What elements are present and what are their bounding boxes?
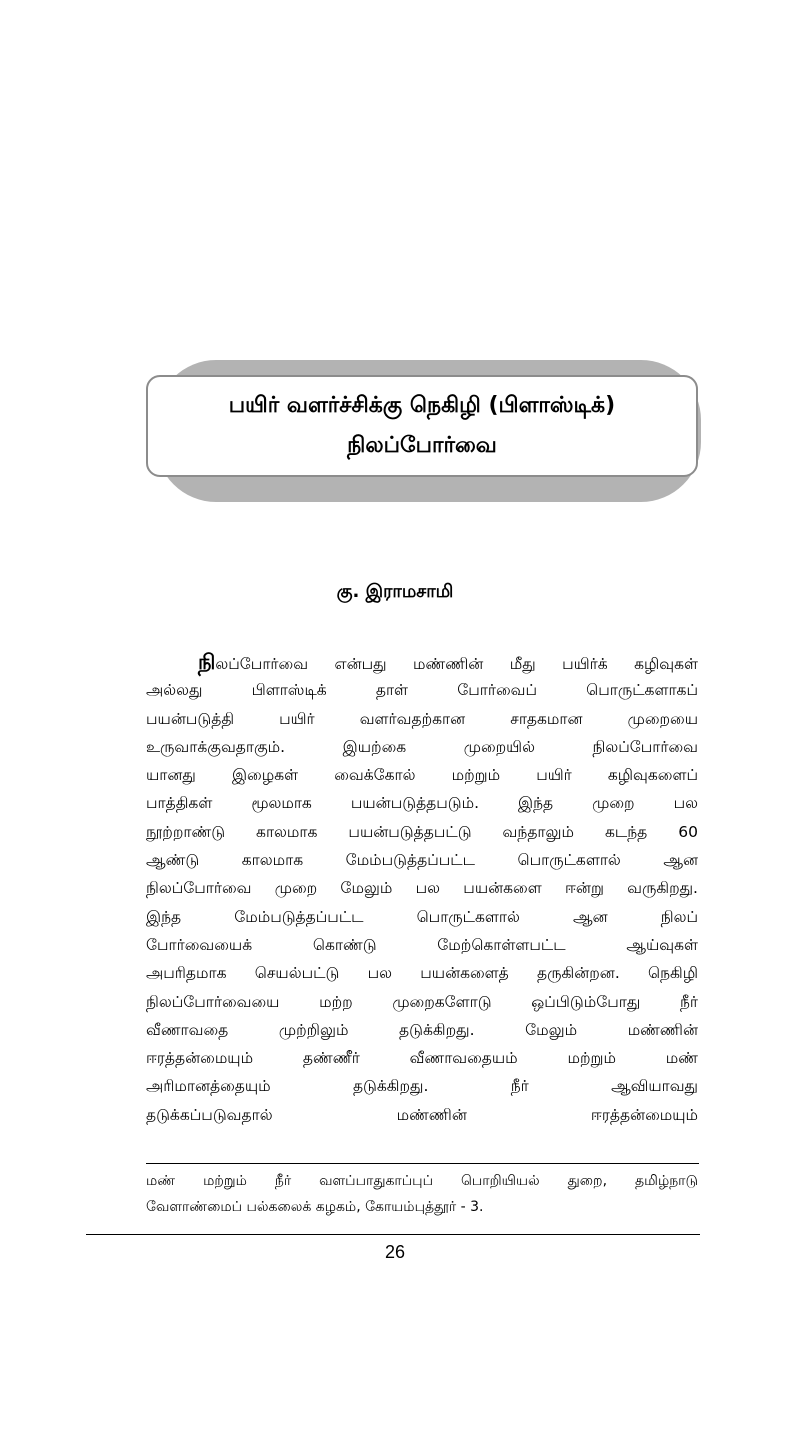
- paragraph-line: போர்வையைக் கொண்டு மேற்கொள்ளபட்ட ஆய்வுகள்: [146, 935, 698, 954]
- title-banner: [146, 375, 698, 477]
- page-number: 26: [384, 1242, 406, 1262]
- paragraph-line: உருவாக்குவதாகும். இயற்கை முறையில் நிலப்போர்வை: [146, 737, 698, 756]
- paragraph-line: நூற்றாண்டு காலமாக பயன்படுத்தபட்டு வந்தாலும் கடந்த 60: [146, 822, 698, 841]
- paragraph-line: அல்லது பிளாஸ்டிக் தாள் போர்வைப் பொருட்களாகப்: [146, 681, 698, 700]
- paragraph-line: நிலப்போர்வை முறை மேலும் பல பயன்களை ஈன்று வருகிறது.: [146, 879, 698, 898]
- author-name: கு. இராமசாமி: [336, 581, 454, 602]
- paragraph-line: [146, 648, 698, 676]
- paragraph-line: ஆண்டு காலமாக மேம்படுத்தப்பட்ட பொருட்களால் ஆன: [146, 851, 698, 870]
- paragraph-line: இந்த மேம்படுத்தப்பட்ட பொருட்களால் ஆன நிலப்: [146, 907, 698, 926]
- footnote-line-1: மண் மற்றும் நீர் வளப்பாதுகாப்புப் பொறியியல் துறை, தமிழ்நாடு: [146, 1173, 698, 1189]
- footnote: [146, 1168, 698, 1220]
- paragraph-line-text: லப்போர்வை என்பது மண்ணின் மீது பயிர்க் கழிவுகள்: [215, 655, 698, 673]
- footnote-line-2: வேளாண்மைப் பல்கலைக் கழகம், கோயம்புத்தூர் - 3.: [146, 1199, 484, 1215]
- article-title-line-1: பயிர் வளர்ச்சிக்கு நெகிழி (பிளாஸ்டிக்): [228, 393, 616, 418]
- paragraph-line: தடுக்கப்படுவதால் மண்ணின் ஈரத்தன்மையும்: [146, 1105, 698, 1124]
- article-title-line-2: நிலப்போர்வை: [347, 433, 497, 458]
- paragraph-line: வீணாவதை முற்றிலும் தடுக்கிறது. மேலும் மண்ணின்: [146, 1020, 698, 1039]
- drop-cap: நி: [198, 650, 216, 674]
- paragraph-line: ஈரத்தன்மையும் தண்ணீர் வீணாவதையம் மற்றும் மண்: [146, 1049, 698, 1068]
- page-footer-divider: [86, 1234, 700, 1235]
- paragraph-line: பாத்திகள் மூலமாக பயன்படுத்தபடும். இந்த முறை பல: [146, 794, 698, 813]
- paragraph-line: பயன்படுத்தி பயிர் வளர்வதற்கான சாதகமான முறையை: [146, 709, 698, 728]
- paragraph-line: அரிமானத்தையும் தடுக்கிறது. நீர் ஆவியாவது: [146, 1077, 698, 1096]
- footnote-divider: [146, 1163, 699, 1164]
- paragraph-line: அபரிதமாக செயல்பட்டு பல பயன்களைத் தருகின்றன. நெகிழி: [146, 964, 698, 983]
- body-paragraph: [146, 648, 698, 1129]
- paragraph-line: நிலப்போர்வையை மற்ற முறைகளோடு ஒப்பிடும்போது நீர்: [146, 992, 698, 1011]
- paragraph-line: யானது இழைகள் வைக்கோல் மற்றும் பயிர் கழிவுகளைப்: [146, 766, 698, 785]
